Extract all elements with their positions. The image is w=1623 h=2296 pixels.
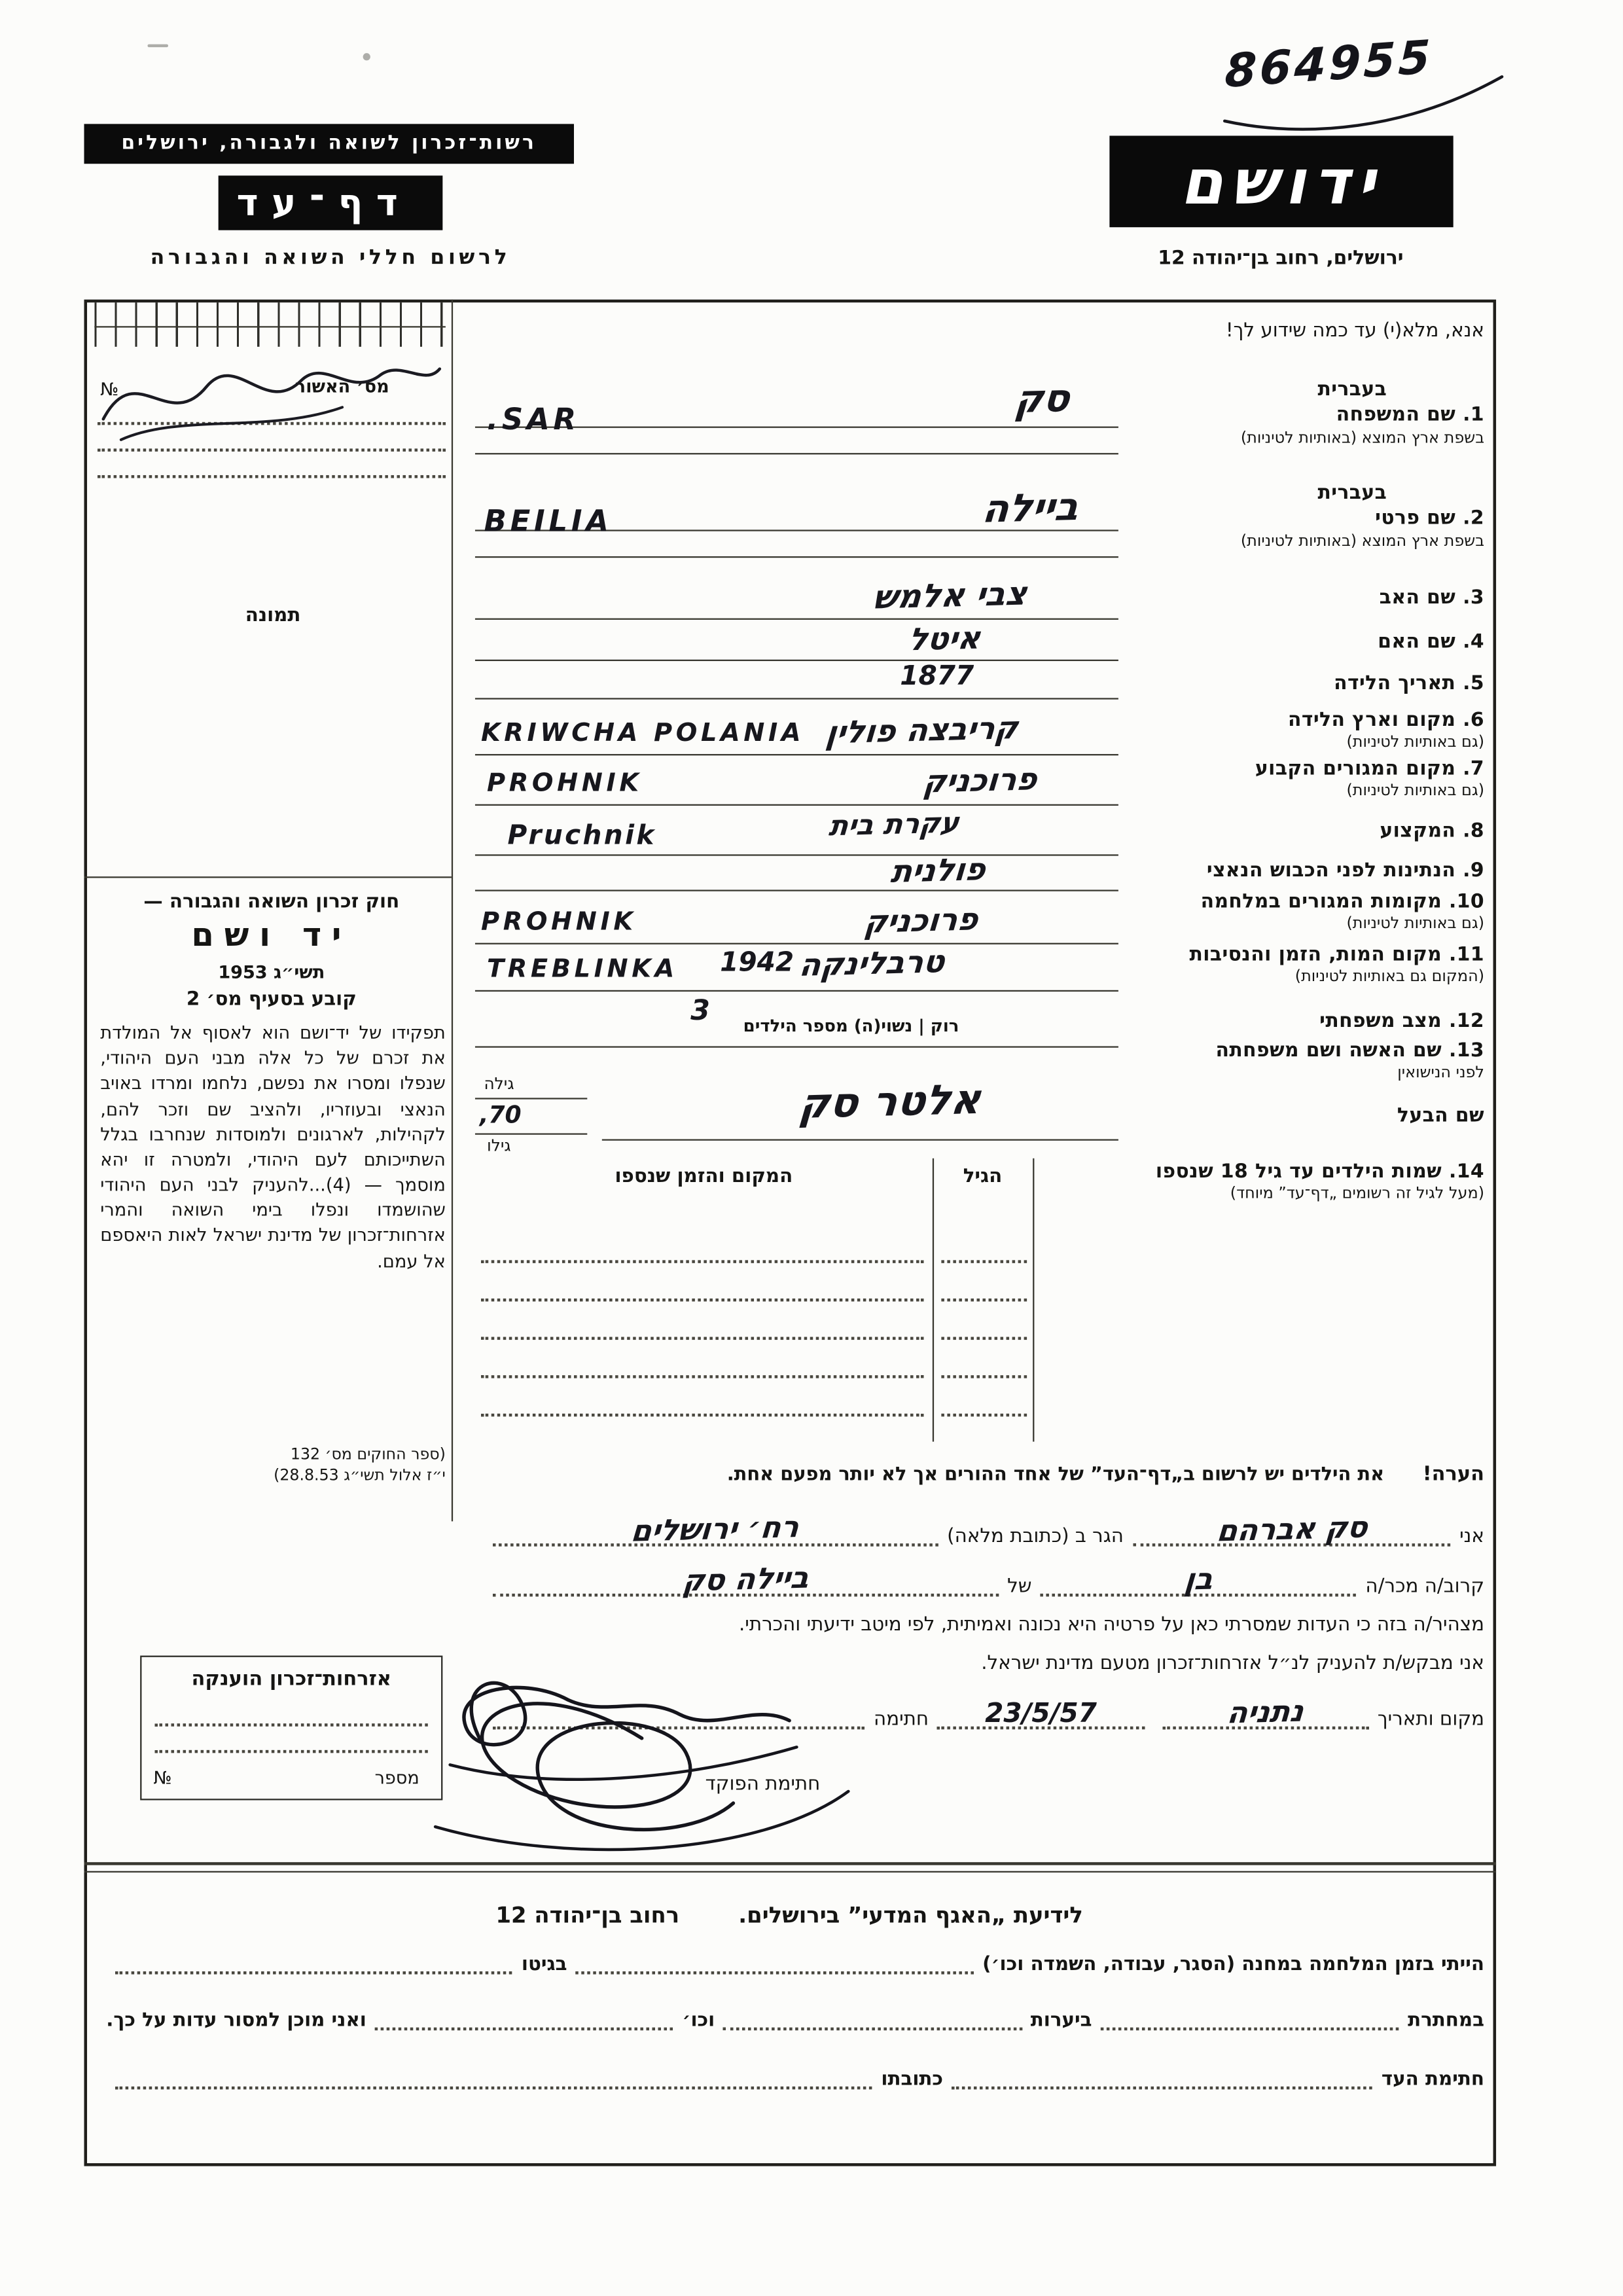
law-org-name: יד ושם [191, 918, 352, 955]
answer-line [475, 943, 1118, 944]
citizenship-request: אני מבקש/ת להעניק לנ״ל אזרחות־זכרון מטעם מדינת ישראל. [981, 1653, 1485, 1675]
field-label-war-residences: 10. מקומות המגורים במלחמה [1200, 891, 1485, 914]
subject-name-handwriting: ביילה סק [681, 1559, 811, 1598]
scan-speck [147, 45, 168, 48]
official-signature [482, 1704, 734, 1830]
residence-hebrew-handwriting: פרוכניק [921, 761, 1039, 800]
forests-field [724, 2028, 1022, 2031]
field-label-birth-place: 6. מקום וארץ הלידה [1288, 709, 1485, 732]
resides-label: הגר ב (כתובת מלאה) [947, 1526, 1124, 1548]
table-header-age: הגיל [963, 1166, 1003, 1188]
underground-forests-line [106, 1998, 1484, 2034]
signatures-overlay [347, 1650, 937, 1871]
field-sublabel-origin-language: בשפת ארץ המוצא (באותיות לטיניות) [1240, 429, 1485, 448]
testify-label: ואני מוכן למסור עדות על כך. [106, 2009, 366, 2032]
note-text: את הילדים יש לרשום ב„דף־העד” של אחד ההורים אך לא יותר מפעם אחת. [726, 1463, 1385, 1486]
field-sublabel-latin-letters: (גם באותיות לטיניות) [1346, 914, 1485, 933]
law-clause: קובע בסעיף מס׳ 2 [186, 988, 357, 1011]
subject-name-field [493, 1558, 999, 1597]
death-place-hebrew-handwriting: טרבלינקה [798, 944, 946, 984]
death-year-handwriting: 1942 [720, 947, 794, 978]
witness-address-field [115, 2087, 872, 2090]
first-name-latin-handwriting: BEILIA [484, 503, 613, 539]
declarant-identity-line [484, 1509, 1485, 1549]
wife-age-handwriting: 70, [479, 1100, 522, 1129]
table-row-dotted [481, 1414, 923, 1417]
birth-place-latin-handwriting: KRIWCHA POLANIA [480, 718, 805, 749]
field-sublabel-latin-letters: (המקום גם באותיות לטיניות) [1294, 967, 1485, 986]
witness-address-label: כתובתו [881, 2068, 944, 2091]
table-row-dotted [481, 1375, 923, 1378]
date-handwriting: 23/5/57 [985, 1698, 1097, 1730]
birth-place-hebrew-handwriting: קריבצה פולין [824, 710, 1020, 751]
field-label-first-name: 2. שם פרטי [1375, 507, 1485, 530]
law-block-top-rule [84, 876, 452, 878]
form-title: דף־עד [219, 175, 443, 230]
witness-signature-flourish [450, 1747, 797, 1779]
camp-ghetto-line [106, 1942, 1484, 1977]
numero-sign: № [100, 379, 119, 400]
photo-placeholder-label: תמונה [245, 605, 301, 628]
answer-line [475, 754, 1118, 755]
age-line [475, 1133, 587, 1134]
table-row-dotted [941, 1337, 1027, 1340]
comb-midline [94, 326, 446, 327]
underground-field [1101, 2028, 1399, 2031]
husband-name-line [602, 1139, 1118, 1140]
field-label-citizenship: 9. הנתינות לפני הכבוש הנאצי [1206, 860, 1485, 883]
table-row-dotted [481, 1299, 923, 1302]
field-label-permanent-residence: 7. מקום המגורים הקבוע [1255, 758, 1485, 781]
answer-line [475, 698, 1118, 699]
left-column-divider [452, 300, 453, 1522]
place-field [1162, 1691, 1369, 1730]
children-count-handwriting: 3 [690, 994, 710, 1028]
field-label-birth-date: 5. תאריך הלידה [1334, 673, 1485, 695]
answer-line [475, 619, 1118, 620]
answer-line [475, 990, 1118, 992]
underground-label: במחתרת [1408, 2009, 1485, 2032]
field-sublabel-before-marriage: לפני הנישואין [1397, 1064, 1485, 1082]
table-header-place-time: המקום והזמן שנספו [615, 1166, 793, 1188]
approval-dashed-line [98, 475, 446, 478]
yad-vashem-logo: ידושם [1109, 135, 1453, 227]
official-signature-tail [435, 1791, 848, 1850]
law-reference: י״ז אלול תשי״ג 28.8.53) [274, 1466, 446, 1485]
relation-handwriting: בן [1183, 1560, 1215, 1597]
etc-label: וכו׳ [682, 2009, 715, 2032]
date-field [938, 1695, 1145, 1729]
citizenship-handwriting: פולנית [889, 852, 988, 890]
relation-field [1041, 1558, 1357, 1597]
husband-name-handwriting: אלטר סק [796, 1075, 984, 1128]
declarant-address-handwriting: רח׳ ירושלים [630, 1509, 802, 1549]
approval-handwriting-scrawl [92, 331, 452, 460]
answer-line [475, 804, 1118, 806]
scientific-branch-heading [273, 1895, 1306, 1930]
citizenship-box-title: אזרחות־זכרון הוענקה [191, 1667, 391, 1691]
family-name-hebrew-handwriting: סק [1012, 377, 1072, 423]
war-residence-latin-handwriting: PROHNIK [480, 907, 637, 937]
authority-name-bar: רשות־זכרון לשואה ולגבורה, ירושלים [84, 124, 574, 164]
relative-label: קרוב/ה מכר/ה [1365, 1575, 1485, 1598]
notice-heading: לידיעת „האגף המדעי” בירושלים. [738, 1902, 1083, 1929]
age-line [475, 1098, 587, 1099]
section-divider [84, 1871, 1497, 1873]
table-row-dotted [481, 1260, 923, 1263]
camp-field [576, 1971, 974, 1975]
field-label-family-name: 1. שם המשפחה [1336, 404, 1485, 427]
law-heading: חוק זכרון השואה והגבורה — [143, 891, 400, 914]
law-text: תפקידו של יד־ושם הוא לאסוף אל המולדת את זכרם של כל אלה מבני העם היהודי, שנפלו ומסרו את נפשם, נלחמו ומרדו באויב הנאצי ובעוזריו, ולהציב שם וזכר להם, לקהילות, לארגונים ולמוסדות שנחרבו בגלל השתייכותם לעם היהודי, ולמטרה זו יהא מוסמך — (4)...להעניק לבני העם היהודי שהושמדו ונפלו בימי השואה והמרי אזרחות־זכרון של מדינת ישראל לאות היאספם אל עמם. [100, 1022, 446, 1272]
official-signature-label: חתימת הפוקד [705, 1773, 821, 1796]
place-handwriting: נתניה [1225, 1693, 1306, 1731]
her-age-label: גילה [484, 1074, 514, 1094]
marital-status-options: רוק | נשוי(ה) מספר הילדים [743, 1015, 959, 1036]
note-line [484, 1452, 1484, 1487]
answer-line [475, 453, 1118, 454]
field-label-profession: 8. המקצוע [1380, 820, 1485, 843]
table-row-dotted [941, 1414, 1027, 1417]
death-place-latin-handwriting: TREBLINKA [486, 954, 678, 984]
answer-line [475, 1046, 1118, 1047]
field-label-wife-name: 13. שם האשה ושם משפחתה [1215, 1040, 1485, 1063]
place-date-label: מקום ותאריך [1377, 1708, 1485, 1731]
relation-line [484, 1559, 1485, 1600]
profession-hebrew-handwriting: עקרת בית [827, 806, 961, 843]
witness-signature-line [106, 2057, 1484, 2092]
declarant-name-handwriting: סק אברהם [1214, 1509, 1369, 1549]
field-label-husband-name: שם הבעל [1397, 1105, 1485, 1128]
witness-signature-label: חתימת העד [1381, 2068, 1485, 2091]
war-residence-hebrew-handwriting: פרוכניק [863, 901, 980, 941]
field-sublabel-origin-language: בשפת ארץ המוצא (באותיות לטיניות) [1240, 532, 1485, 550]
etc-field [375, 2028, 673, 2031]
field-label-hebrew: בעברית [1317, 379, 1387, 402]
field-sublabel-latin-letters: (גם באותיות לטיניות) [1346, 781, 1485, 800]
scan-speck [363, 53, 370, 60]
forests-label: ביערות [1030, 2009, 1092, 2032]
table-row-dotted [941, 1375, 1027, 1378]
witness-signature [464, 1683, 789, 1744]
i-label: אני [1459, 1526, 1485, 1548]
father-name-handwriting: צבי אלמש [871, 576, 1029, 618]
law-reference: (ספר החוקים מס׳ 132 [290, 1446, 446, 1464]
declarant-name-field [1132, 1508, 1450, 1547]
witness-signature-field [952, 2087, 1373, 2090]
first-name-hebrew-handwriting: ביילה [980, 486, 1080, 533]
field-sublabel-latin-letters: (גם באותיות לטיניות) [1346, 733, 1485, 751]
field-label-mother-name: 4. שם האם [1378, 631, 1485, 654]
declaration-statement: מצהיר/ה בזה כי העדות שמסרתי כאן על פרטיה היא נכונה ואמיתית, לפי מיטב ידיעתי והכרתי. [738, 1614, 1485, 1637]
table-row-dotted [481, 1337, 923, 1340]
his-age-label: גילו [486, 1136, 511, 1156]
camp-label: הייתי בזמן המלחמה במחנה (הסגר, עבודה, השמדה וכו׳) [982, 1953, 1485, 1976]
table-row-dotted [941, 1260, 1027, 1263]
field-label-marital-status: 12. מצב משפחתי [1319, 1011, 1485, 1033]
notice-address: רחוב בן־יהודה 12 [495, 1902, 680, 1929]
serial-number-handwritten: 864955 [1224, 31, 1435, 99]
table-row-dotted [941, 1299, 1027, 1302]
of-label: של [1007, 1575, 1032, 1598]
answer-line [475, 854, 1118, 855]
note-label: הערה! [1422, 1462, 1485, 1486]
declarant-address-field [493, 1508, 938, 1547]
field-label-hebrew: בעברית [1317, 482, 1387, 505]
field-label-children: 14. שמות הילדים עד גיל 18 שנספו [1155, 1161, 1485, 1184]
law-year: תשי״ג 1953 [218, 961, 325, 983]
birth-year-handwriting: 1877 [900, 661, 974, 692]
table-column-line [1033, 1158, 1034, 1442]
answer-line [475, 660, 1118, 661]
field-label-father-name: 3. שם האב [1379, 587, 1485, 610]
profession-latin-handwriting: Pruchnik [507, 820, 656, 852]
form-subtitle: לרשום חללי השואה והגבורה [150, 246, 511, 270]
ghetto-field [115, 1971, 513, 1975]
mother-name-handwriting: איטל [907, 620, 982, 658]
office-address: ירושלים, רחוב בן־יהודה 12 [1158, 247, 1404, 270]
field-label-death-place: 11. מקום המות, הזמן והנסיבות [1189, 944, 1485, 967]
signature-label: חתימה [874, 1708, 929, 1731]
approval-number-label: מס׳ האשור [294, 376, 389, 397]
table-column-line [933, 1158, 934, 1442]
residence-latin-handwriting: PROHNIK [486, 768, 643, 798]
numero-sign: № [153, 1767, 172, 1789]
fill-in-instruction: אנא, מלא(י) עד כמה שידוע לך! [1225, 320, 1485, 343]
family-name-latin-handwriting: SAR. [486, 401, 580, 437]
answer-line [475, 556, 1118, 558]
citizenship-number-label: מספר [374, 1767, 419, 1789]
ghetto-label: בגיטו [521, 1953, 567, 1976]
answer-line [475, 889, 1118, 891]
field-sublabel-children: (מעל לגיל זה רשומים „דף־עד” מיוחד) [1230, 1185, 1485, 1203]
